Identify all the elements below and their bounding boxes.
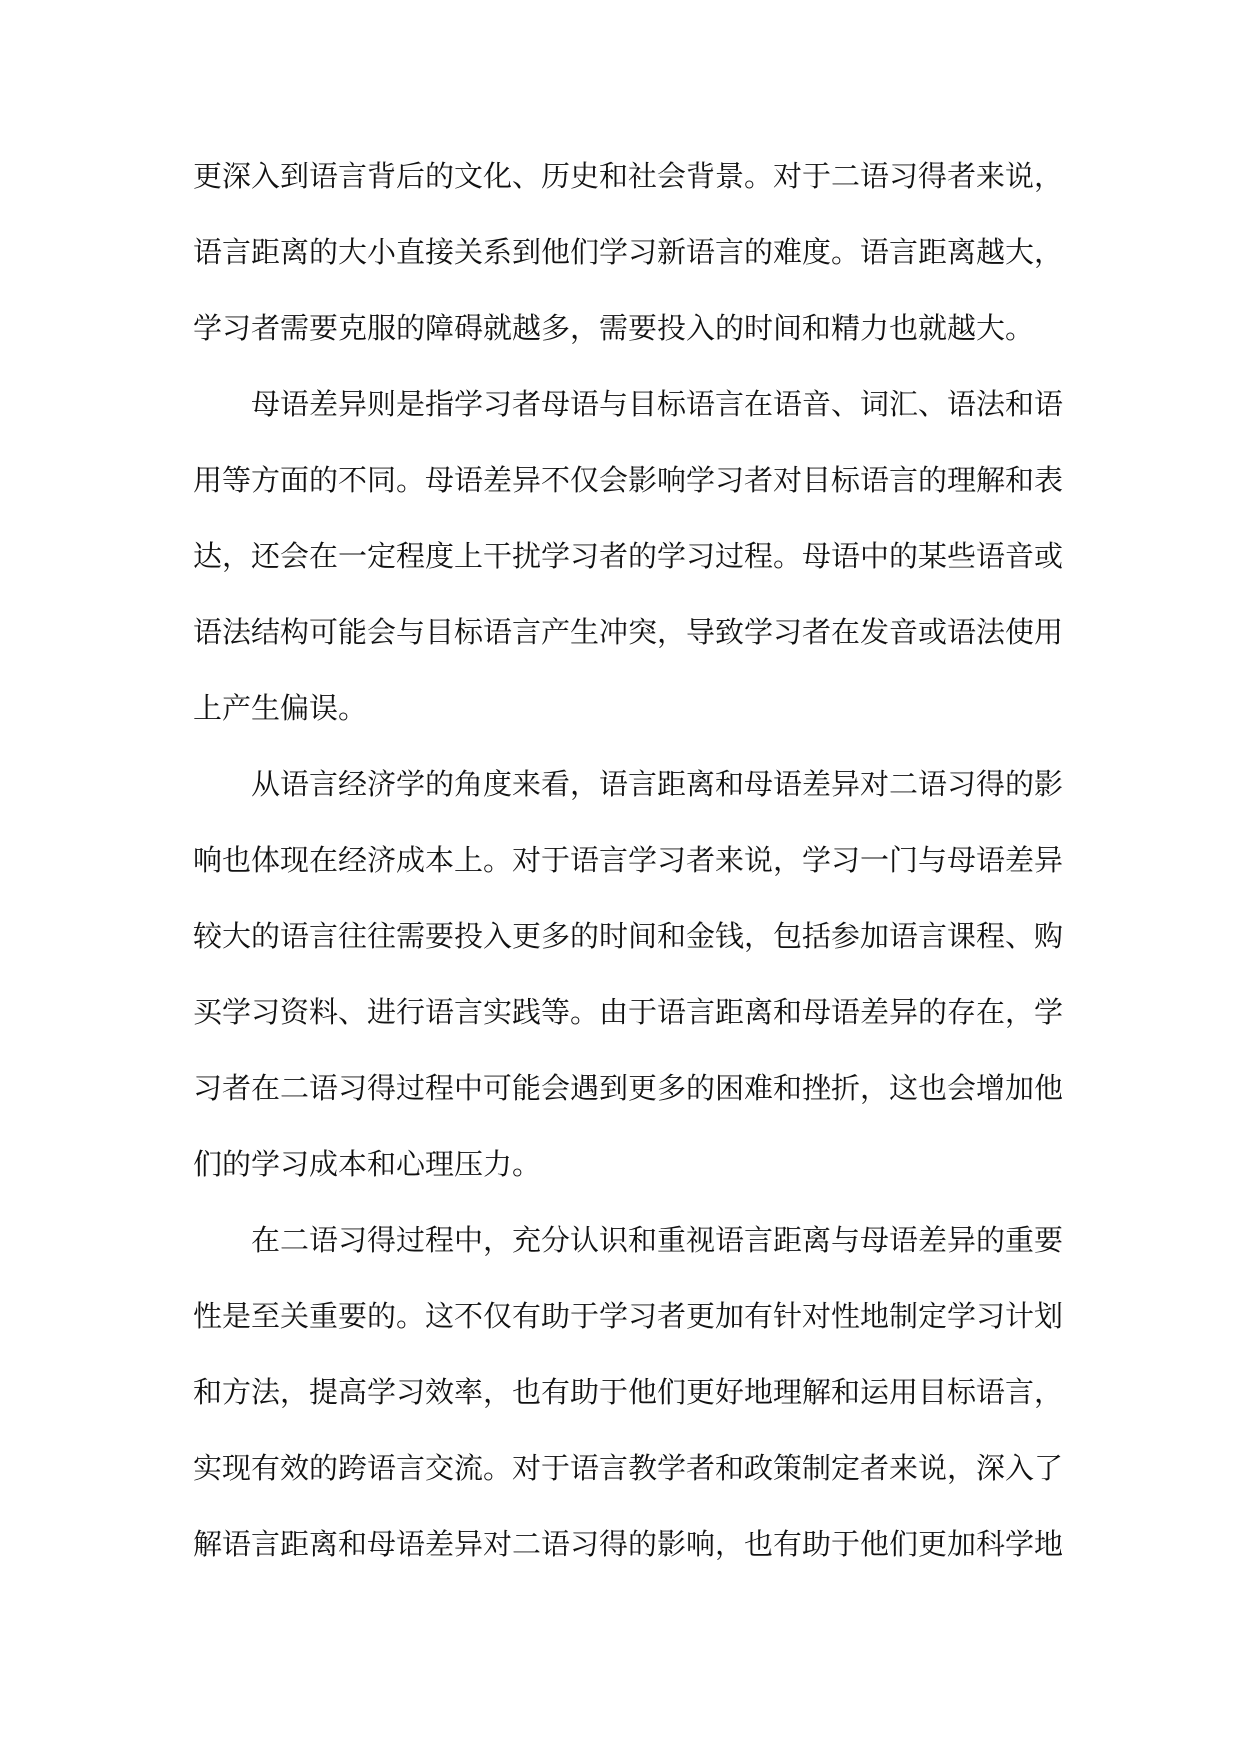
paragraph-first-line: 从语言经济学的角度来看，语言距离和母语差异对二语习得的影 [251, 767, 1064, 801]
text-line: 学习者需要克服的障碍就越多，需要投入的时间和精力也就越大。 [193, 311, 1035, 345]
text-line: 语言距离的大小直接关系到他们学习新语言的难度。语言距离越大， [193, 235, 1064, 269]
text-line: 性是至关重要的。这不仅有助于学习者更加有针对性地制定学习计划 [193, 1299, 1064, 1333]
text-line: 较大的语言往往需要投入更多的时间和金钱，包括参加语言课程、购 [193, 919, 1064, 953]
paragraph-first-line: 母语差异则是指学习者母语与目标语言在语音、词汇、语法和语 [251, 387, 1064, 421]
text-line: 习者在二语习得过程中可能会遇到更多的困难和挫折，这也会增加他 [193, 1071, 1064, 1105]
text-line: 语法结构可能会与目标语言产生冲突，导致学习者在发音或语法使用 [193, 615, 1064, 649]
text-line: 和方法，提高学习效率，也有助于他们更好地理解和运用目标语言， [193, 1375, 1064, 1409]
text-line: 更深入到语言背后的文化、历史和社会背景。对于二语习得者来说， [193, 159, 1064, 193]
paragraph-first-line: 在二语习得过程中，充分认识和重视语言距离与母语差异的重要 [251, 1223, 1064, 1257]
text-line: 解语言距离和母语差异对二语习得的影响，也有助于他们更加科学地 [193, 1527, 1064, 1561]
text-line: 达，还会在一定程度上干扰学习者的学习过程。母语中的某些语音或 [193, 539, 1064, 573]
text-line: 用等方面的不同。母语差异不仅会影响学习者对目标语言的理解和表 [193, 463, 1064, 497]
text-line: 实现有效的跨语言交流。对于语言教学者和政策制定者来说，深入了 [193, 1451, 1064, 1485]
text-line: 买学习资料、进行语言实践等。由于语言距离和母语差异的存在，学 [193, 995, 1064, 1029]
text-line: 上产生偏误。 [193, 691, 368, 725]
body-text [193, 138, 1063, 1582]
text-line: 们的学习成本和心理压力。 [193, 1147, 542, 1181]
text-line: 响也体现在经济成本上。对于语言学习者来说，学习一门与母语差异 [193, 843, 1064, 877]
